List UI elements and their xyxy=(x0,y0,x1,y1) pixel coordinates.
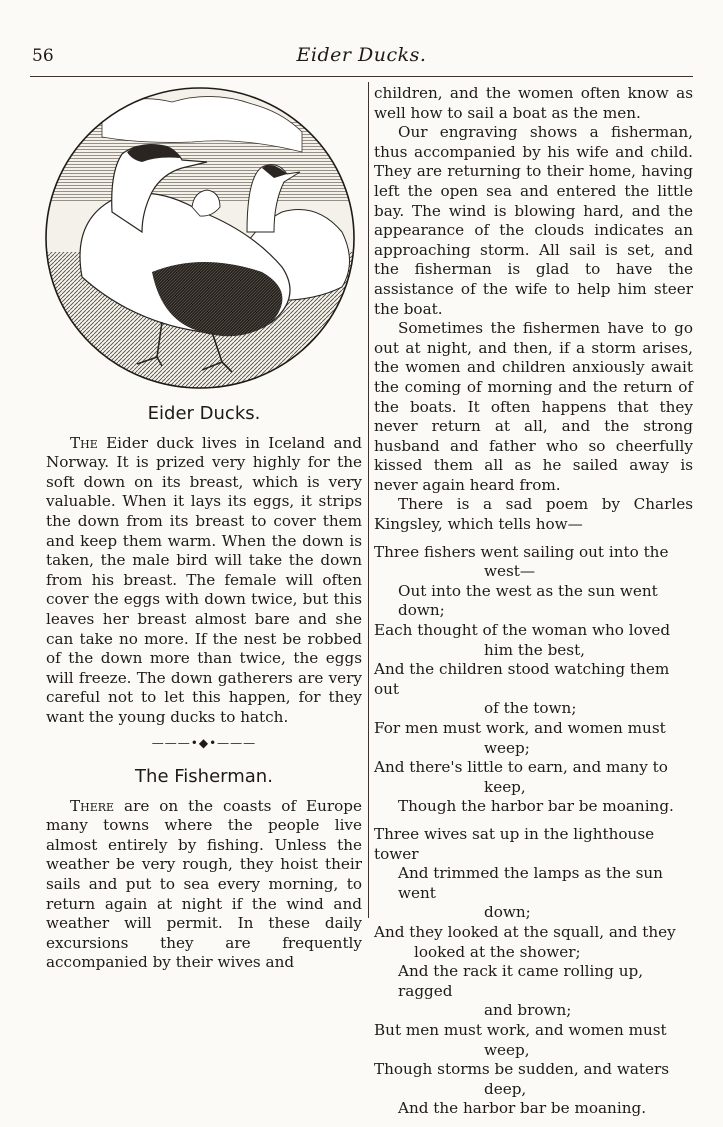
fisherman-lead-word: There xyxy=(70,796,115,815)
poem-line: down; xyxy=(484,903,531,922)
eider-lead-word: The xyxy=(70,433,98,452)
poem-line: and brown; xyxy=(484,1001,572,1020)
poem-line: weep; xyxy=(484,738,530,757)
fisherman-heading: The Fisherman. xyxy=(135,766,273,788)
kingsley-paragraph: There is a sad poem by Charles Kingsley, which tells how— xyxy=(374,495,693,534)
header-rule xyxy=(30,76,693,77)
poem-line: And trimmed the lamps as the sun went xyxy=(398,864,663,902)
poem-line: Three fishers went sailing out into the xyxy=(374,542,669,561)
eider-paragraph xyxy=(46,434,362,728)
eider-ducks-illustration xyxy=(42,82,358,394)
poem-line: him the best, xyxy=(484,640,586,659)
page-number: 56 xyxy=(32,46,54,66)
poem-line: Each thought of the woman who loved xyxy=(374,621,671,640)
fisherman-text: are on the coasts of Europe many towns where the people live almost entirely by fishing. Unless the weather be very rough, they hoist their sails and put to sea every morning, to return again at night if the wind and weather will permit. In these daily excursions they are frequently accompanied by their wives and xyxy=(46,796,362,972)
poem-stanza-1 xyxy=(374,543,693,817)
poem-line: For men must work, and women must xyxy=(374,719,666,737)
poem-line: Though the harbor bar be moaning. xyxy=(398,797,674,816)
poem-line: And the children stood watching them out xyxy=(374,660,670,698)
left-column xyxy=(46,82,362,973)
engraving-paragraph: Our engraving shows a fisherman, thus accompanied by his wife and child. They are returning to their home, having left the open sea and entered the little bay. The wind is blowing hard, and the appearance of the clouds indicates an approaching storm. All sail is set, and the fisherman is glad to have the assistance of the wife to help him steer the boat. xyxy=(374,123,693,318)
poem-stanza-2 xyxy=(374,825,693,1119)
poem-line: weep, xyxy=(484,1040,530,1059)
poem-line: keep, xyxy=(484,777,526,796)
fisherman-paragraph xyxy=(46,797,362,973)
poem-line: And they looked at the squall, and they xyxy=(374,922,676,941)
poem-line: deep, xyxy=(484,1079,527,1098)
continued-paragraph: children, and the women often know as well how to sail a boat as the men. xyxy=(374,84,693,122)
column-divider xyxy=(368,82,369,918)
poem xyxy=(374,543,693,1119)
section-ornament: ———•◆•——— xyxy=(151,735,257,750)
poem-line: And there's little to earn, and many to xyxy=(374,758,668,777)
poem-line: Three wives sat up in the lighthouse tower xyxy=(374,824,655,863)
eider-ducks-heading: Eider Ducks. xyxy=(147,403,261,424)
poem-line: west— xyxy=(484,562,536,581)
running-title: Eider Ducks. xyxy=(296,44,427,66)
poem-line: of the town; xyxy=(484,699,577,718)
poem-line: Out into the west as the sun went down; xyxy=(398,581,658,620)
poem-line: looked at the shower; xyxy=(414,942,581,961)
right-column xyxy=(374,84,693,1127)
night-paragraph: Sometimes the fishermen have to go out at night, and then, if a storm arises, the women and children anxiously await the coming of morning and the return of the boats. It often happens that they never return at all, and the strong husband and father who so cheerfully kissed them all as he sailed away is never again heard from. xyxy=(374,319,693,494)
poem-line: And the harbor bar be moaning. xyxy=(398,1099,647,1118)
poem-line: Though storms be sudden, and waters xyxy=(374,1060,670,1079)
eider-text: Eider duck lives in Iceland and Norway. It is prized very highly for the soft down on its breast, which is very valuable. When it lays its eggs, it strips the down from its breast to cover them and keep them warm. When the down is taken, the male bird will take the down from his breast. The female will often cover the eggs with down twice, but this leaves her breast almost bare and she can take no more. If the nest be robbed of the down more than twice, the eggs will freeze. The down gatherers are very careful not to let this happen, for they want the young ducks to hatch. xyxy=(46,433,363,726)
poem-line: But men must work, and women must xyxy=(374,1020,667,1039)
poem-line: And the rack it came rolling up, ragged xyxy=(398,962,644,1000)
